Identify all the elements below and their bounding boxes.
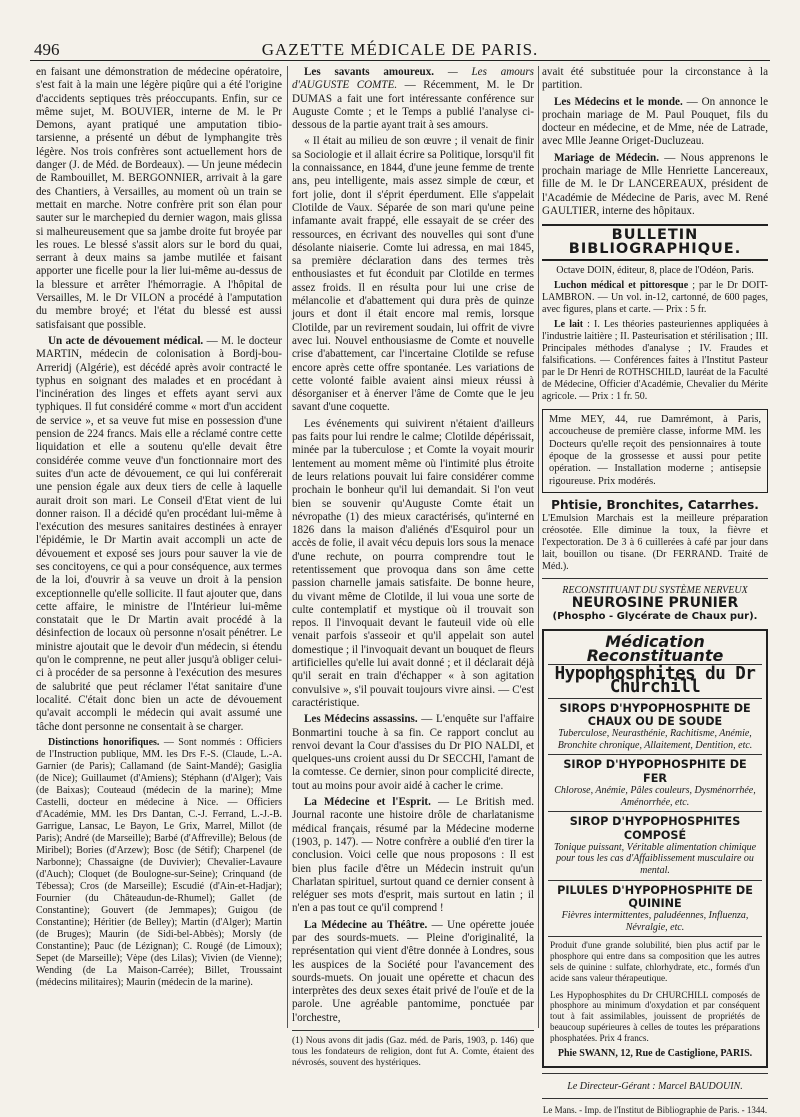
column-divider <box>287 66 288 1028</box>
footnote-rule <box>292 1030 534 1031</box>
article-text: — L'enquête sur l'affaire Bonmartini touche à sa fin. Ce rapport conclut au renvoi devant la Cour d'assises du Dr PIO NALDI, et quelques-uns croient aussi du Dr SECCHI, l'amant de la comtesse. Ce dernier, sinon pour complicité directe, tout au moins pour avoir aidé à cacher le crime. <box>292 713 534 792</box>
article-paragraph: avait été substituée pour la circonstance à la partition. <box>542 66 768 92</box>
churchill-title: Hypophosphites du Dr Churchill <box>548 665 762 699</box>
printer-line: Le Mans. - Imp. de l'Institut de Bibliographie de Paris. - 1344. <box>542 1105 768 1116</box>
article-heading: Distinctions honorifiques. <box>48 736 160 748</box>
advert-phtisie-ref: (Dr FERRAND. Traité de Méd.). <box>542 548 768 572</box>
article-paragraph <box>292 713 534 793</box>
advert-neurosine-sub: (Phospho - Glycérate de Chaux pur). <box>552 611 758 623</box>
article-text: — Sont nommés : Officiers de l'Instruction publique, MM. les Drs F.-S. (Claude, L.-A. Garnier (de Paris); Callamand (de Saint-Mandé); Gasiglia (de Nice); Guillaumet (d'Amiens); Stéphann (d'Alger); Vais (de Baixas); Couteaud (médecin de la marine); Mme Castelli, docteur en médecine à Nice. — Officiers d'Académie, MM. les Drs Dantan, C.-J. Ferrand, L.-J.-B. Garrigue, Lansac, Le Bayon, Le Grix, Marrel, Millot (de Paris); André (de Marseille); Barbé (d'Affreville); Belous (de Miribel); Bories (d'Arzew); Bosc (de Sétif); Charpenel (de Narbonne); Chassaigne (de Duvivier); Chevalier-Lavaure (d'Auch); Cloquet (de Boulogne-sur-Seine); Crinquand (de Tébessa); Cros (de Marseille); Escudié (d'Ain-et-Hadjar); Fournier (du Châteaudun-de-Rhumel); Gallet (de Constantine); Gouvert (de Jemmapes); Guigou (de Constantine); Héritier (de Belley); Martin (d'Alger); Martin (de Bruges); Maurin (de Sidi-bel-Abbès); Morsly (de Constantine); Pauc (de Lézignan); C. Rougé (de Limoux); Sepet (de Marseille); Vèpe (des Lilas); Vivien (de Vienne); Wending (de La Maison-Carrée); Billet, Troussaint (médecins militaires); Maurin (médecin de la marine). <box>36 736 282 988</box>
product-indications: Fièvres intermittentes, paludéennes, Influenza, Névralgie, etc. <box>561 910 749 933</box>
churchill-fineprint: Les Hypophosphites du Dr CHURCHILL composés de phosphore au minimum d'oxydation et par conséquent tout à fait assimilables, jouissent de propriétés de beaucoup supérieures à celles de toutes les préparations phosphatées. Prix 4 francs. <box>550 989 760 1043</box>
churchill-address: Phie SWANN, 12, Rue de Castiglione, PARIS. <box>557 1047 753 1059</box>
article-text: — Une opérette jouée par des sourds-muets. — Pleine d'originalité, la représentation qui vient d'être donnée à Londres, sous les auspices de la Société pour l'avancement des sourds-muets. On jouait une opérette et chacun des interprètes des deux sexes était privé de l'ouïe et de la parole. Une agréable pantomime, ponctuée par l'orchestre, <box>292 918 534 1024</box>
article-paragraph <box>292 919 534 1025</box>
article-text: — On annonce le prochain mariage de M. Paul Pouquet, fils du docteur en médecine, et de Mme, née de Latrade, avec Mlle Jeanne Origet-Ducluzeau. <box>542 95 769 148</box>
product-name: PILULES D'HYPOPHOSPHITE DE QUININE <box>557 883 753 910</box>
churchill-heading: Médication Reconstituante <box>548 635 762 665</box>
churchill-product <box>548 812 762 880</box>
product-indications: Tuberculose, Neurasthénie, Rachitisme, Anémie, Bronchite chronique, Allaitement, Dentition, etc. <box>557 728 753 751</box>
column-left <box>36 66 282 992</box>
bibliography-entry <box>542 319 768 403</box>
advert-churchill <box>542 629 768 1067</box>
book-details: : I. Les théories pasteuriennes appliquées à l'industrie laitière ; II. Pasteurisation et stérilisation ; III. Principales méthodes d'analyse ; IV. Fraudes et falsifications. — Conférences faites à l'Institut Pasteur par le Dr Henri de ROTHSCHILD, lauréat de la Faculté de Médecine, Officier d'Académie, Chevalier du Mérite agricole. — Prix : 1 fr. 50. <box>542 318 769 402</box>
article-paragraph: Les événements qui suivirent n'étaient d'ailleurs pas faits pour lui rendre le calme; Clotilde dépérissait, minée par la tuberculose ; et Comte la voyait mourir lentement au moment même où l'intimité plus étroite de leurs relations pouvait lui faire considérer comme prochain le bonheur qu'il lui demandait. Si l'on veut bien se souvenir qu'Auguste Comte était un névropathe (1) des mieux caractérisés, qu'interné en 1826 dans la maison d'aliénés d'Esquirol pour un accès de folie, il avait vécu depuis lors sous la menace d'une rechute, on pourra comprendre tout le retentissement que provoqua dans son âme cette passion charnelle jamais satisfaite. De bonne heure, du vivant même de Clotilde, il lui voua une sorte de culte contemplatif et mystique où il trouvait son repos. Il l'invoquait devant le fauteuil vide où elle venait parfois s'asseoir et qu'il appelait son autel domestique ; il l'invoquait devant un bouquet de fleurs artificielles qu'elle lui avait donné ; et il déclarait déjà qu'il serait en train d'échapper « à son agitation convulsive », s'il pouvait toujours vivre ainsi. — C'est caractéristique. <box>292 417 534 709</box>
article-paragraph <box>36 737 282 989</box>
column-divider <box>538 66 539 1028</box>
advert-phtisie-body: L'Emulsion Marchais est la meilleure préparation créosotée. Elle diminue la toux, la fièvre et l'expectoration. De 3 à 6 cuillerées à café par jour dans lait, bouillon ou tisane. <box>542 512 768 560</box>
article-heading: Les Médecins assassins. <box>304 713 418 726</box>
article-heading: Mariage de Médecin. <box>554 151 660 164</box>
churchill-fineprint: Produit d'une grande solubilité, bien plus actif par le phosphore qui entre dans sa composition que les autres sels de quinine : sulfate, chlorhydrate, etc., formés d'un acide sans valeur thérapeutique. <box>550 940 760 983</box>
churchill-product <box>548 755 762 812</box>
product-indications: Tonique puissant, Véritable alimentation chimique pour tous les cas d'Affaiblissement musculaire ou mental. <box>553 841 757 877</box>
advert-neurosine-name: NEUROSINE PRUNIER <box>571 594 739 611</box>
book-details: ; par le Dr DOIT-LAMBRON. — Un vol. in-12, cartonné, de 600 pages, avec figures, plans et carte. — Prix : 5 fr. <box>542 279 768 315</box>
article-heading: Les Médecins et le monde. <box>554 95 683 108</box>
advert-phtisie-text <box>542 513 768 573</box>
article-paragraph <box>36 335 282 734</box>
article-text: — M. le docteur MARTIN, médecin de colonisation à Bordj-bou-Arreridj (Algérie), est décédé après avoir contracté le typhus en soignant des malades et en procédant à l'incinération des linges et effets ayant servi aux typhiques. Il fut considéré comme « mort d'un accident de service », et sa veuve fut mise en possession d'une pension de 224 francs. Mais elle a réclamé contre cette liquidation et elle a soutenu qu'elle devait être considérée comme veuve d'un fonctionnaire mort des suites d'un acte de dévouement, ce qui lui conférerait une pension égale aux deux tiers de celle à laquelle aurait droit son mari. Le Conseil d'Etat vient de lui donner raison. Il a décidé qu'en procédant lui-même à l'exécution des mesures sanitaires destinées à enrayer l'épidémie, le Dr Martin avait accompli un acte de dévouement et exposé ses jours pour sauver la vie de ses concitoyens, ce qui a pour conséquence, aux termes de la loi, d'ouvrir à sa veuve un droit à la pension exceptionnelle qu'elle sollicite. Il faut ajouter que, dans cette affaire, le ministre de l'Intérieur lui-même constatait que le Dr Martin avait procédé à la désinfection de locaux où personne n'osait pénétrer. Le ministre ajoutait que le devoir d'un médecin, si étendu qu'on le comprenne, ne peut aller jusqu'à obliger celui-ci à procéder de sa personne à l'exécution des mesures de salubrité que peut réclamer l'état sanitaire d'une localité. C'était donc bien un acte de dévouement qu'avait accompli le médecin qui avait assumé une tâche dont personne ne consentait à se charger. <box>36 334 282 733</box>
separator-rule <box>542 1098 768 1099</box>
book-title: Le lait <box>554 318 584 330</box>
page-number: 496 <box>34 40 60 59</box>
article-paragraph: « Il était au milieu de son œuvre ; il venait de finir sa Sociologie et il allait écrire sa Politique, lorsqu'il fit la connaissance, en 1844, d'une jeune femme de trente ans, peu intelligente, mais assez simple de cœur, et fort jolie, dont il s'éprit éperdument. Elle s'appelait Clotilde de Vaux. Séparée de son mari qu'une peine infamante avait frappé, elle essayait de se créer des ressources, en écrivant des nouvelles qui sont d'une désolante niaiserie. Comte lui adressa, en mai 1845, sa première déclaration dans des termes très enthousiastes et fut éconduit par Clotilde en termes assez froids. Il en résulta pour lui une crise de mélancolie et d'abattement qui dura près de quinze jours et dont il était encore mal remis, lorsque Clotilde, par un revirement soudain, lui offrit de vivre avec lui. Nouvel enthousiasme de Comte et nouvelle crise d'abattement, car l'incertaine Clotilde se refuse encore après cette offre spontanée. Les variations de cette volonté faible avaient ainsi mieux réussi à désorganiser et à énerver l'âme de Comte que le jeu savant d'une coquette. <box>292 135 534 414</box>
article-heading: La Médecine et l'Esprit. <box>304 796 431 809</box>
churchill-product <box>548 881 762 938</box>
advert-phtisie-title: Phtisie, Bronchites, Catarrhes. <box>551 498 759 513</box>
product-name: SIROPS D'HYPOPHOSPHITE DE CHAUX OU DE SOUDE <box>559 701 751 728</box>
article-heading: La Médecine au Théâtre. <box>304 918 428 931</box>
advert-mey: Mme MEY, 44, rue Damrémont, à Paris, accoucheuse de première classe, informe MM. les Docteurs qu'elle reçoit des pensionnaires à toute époque de la grossesse et aussi pour petite opération. — Installation moderne ; antisepsie rigoureuse. Prix modérés. <box>542 409 768 493</box>
page-header <box>30 38 770 61</box>
bulletin-title: BULLETIN BIBLIOGRAPHIQUE. <box>542 224 768 261</box>
separator-rule <box>542 578 768 579</box>
article-paragraph <box>292 796 534 916</box>
article-text: — Récemment, M. le Dr DUMAS a fait une fort intéressante conférence sur Auguste Comte ; et le Temps a publié l'analyse ci-dessous de la partie ayant trait à ses amours. <box>292 79 534 132</box>
article-paragraph <box>542 152 768 218</box>
article-heading: Un acte de dévouement médical. <box>48 334 204 347</box>
product-name: SIROP D'HYPOPHOSPHITES COMPOSÉ <box>569 815 741 842</box>
publisher-line: Octave DOIN, éditeur, 8, place de l'Odéon, Paris. <box>556 264 754 276</box>
book-title: Luchon médical et pittoresque <box>554 279 689 291</box>
article-heading: Les savants amoureux. <box>304 66 435 78</box>
journal-title: GAZETTE MÉDICALE DE PARIS. <box>261 40 539 59</box>
column-right <box>542 66 768 1117</box>
footnote: (1) Nous avons dit jadis (Gaz. méd. de Paris, 1903, p. 146) que tous les fondateurs de religion, dont fut A. Comte, étaient des névrosés, souvent des hystériques. <box>292 1036 534 1069</box>
article-subheading: — Les amours d'AUGUSTE COMTE. <box>292 66 534 92</box>
article-paragraph <box>292 66 534 132</box>
bibliography-entry <box>542 280 768 316</box>
article-text: — Le British med. Journal raconte une histoire drôle de charlatanisme médical français, résumé par la Médecine moderne (1903, p. 147). — Notre confrère a oublié d'en tirer la conclusion. Voici celle que nous proposons : Il est bien plus facile d'être un Médecin instruit qu'un Charlatan spirituel, surtout quand ce dernier consent à reléguer ses mots d'esprit, mais surtout en latin ; il n'en a pas tout ce qu'il comprend ! <box>292 796 535 915</box>
article-text: — Nous apprenons le prochain mariage de Mlle Henriette Lancereaux, fille de M. le Dr LANCEREAUX, président de l'Académie de Médecine de Paris, avec M. René GAULTIER, interne des hôpitaux. <box>542 151 768 217</box>
churchill-product <box>548 699 762 756</box>
column-middle <box>292 66 534 1073</box>
advert-neurosine-pre: RECONSTITUANT DU SYSTÈME NERVEUX <box>562 584 748 596</box>
director-line: Le Directeur-Gérant : Marcel BAUDOUIN. <box>567 1080 743 1092</box>
article-paragraph <box>542 96 768 149</box>
product-indications: Chlorose, Anémie, Pâles couleurs, Dysménorrhée, Aménorrhée, etc. <box>554 785 756 808</box>
product-name: SIROP D'HYPOPHOSPHITE DE FER <box>563 758 747 785</box>
article-paragraph: en faisant une démonstration de médecine opératoire, s'est fait à la main une légère piqûre qui a été l'origine d'accidents septiques très préoccupants. Enfin, sur ce même sujet, M. BOUVIER, interne de M. le Pr Demons, ayant pratiqué une amputation tibio-tarsienne, a présenté un début de lymphangite très légère. Nos trois confrères sont actuellement hors de danger (J. de Méd. de Bordeaux). — Un jeune médecin de Rambouillet, M. BERGONNIER, arrivait à la gare des Chantiers, à Versailles, au moment où un train se mettait en marche. Notre confrère prit son élan pour sauter sur le marchepied du dernier wagon, mais glissa si malheureusement que sa jambe droite fut broyée par les roues. Le blessé s'assit alors sur le bord du quai, serrant à deux mains sa jambe mutilée et faisant apporter une ficelle pour la lier lui-même au-dessus de la blessure et arrêter l'hémorragie. A l'hôpital de Versailles, M. le Dr VILON a procédé à l'amputation du membre broyé; et l'état du blessé est aussi satisfaisant que possible. <box>36 66 282 331</box>
separator-rule <box>542 1073 768 1074</box>
